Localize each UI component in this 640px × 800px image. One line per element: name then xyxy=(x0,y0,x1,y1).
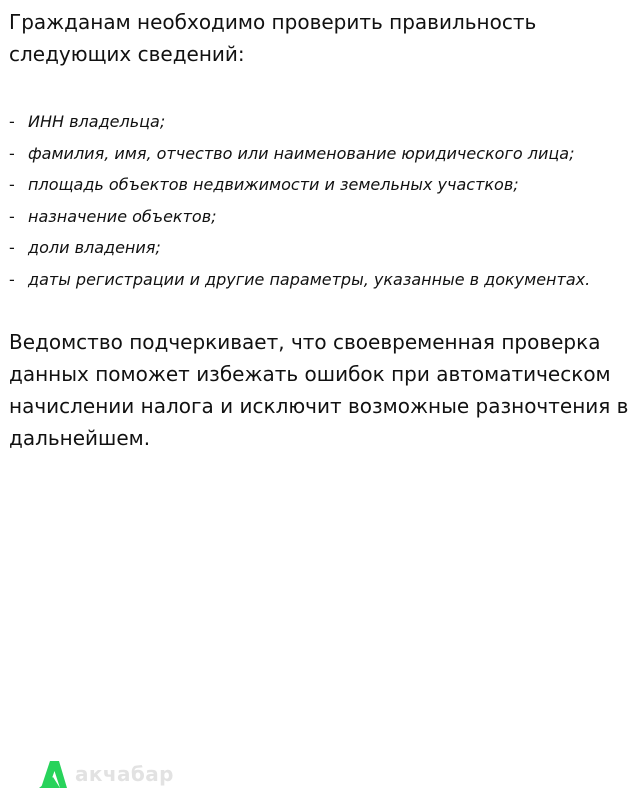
akchabar-logo-icon xyxy=(36,757,70,791)
list-item xyxy=(9,201,639,233)
closing-paragraph: Ведомство подчеркивает, что своевременная проверка данных поможет избежать ошибок при автоматическом начислении налога и исключит возможные разночтения в дальнейшем. xyxy=(9,330,629,450)
dash-marker: - xyxy=(9,206,15,226)
brand-watermark xyxy=(36,756,174,792)
dash-marker: - xyxy=(9,175,15,194)
checklist xyxy=(9,106,639,295)
list-item xyxy=(9,264,639,296)
list-item xyxy=(9,138,639,170)
intro-paragraph: Гражданам необходимо проверить правильность следующих сведений: xyxy=(9,10,537,66)
list-item-text: доли владения; xyxy=(28,238,161,257)
list-item-text: ИНН владельца; xyxy=(28,112,166,131)
dash-marker: - xyxy=(9,112,15,131)
list-item xyxy=(9,106,639,138)
list-item-text: площадь объектов недвижимости и земельных участков; xyxy=(28,175,519,194)
list-item-text: даты регистрации и другие параметры, указанные в документах. xyxy=(28,269,591,289)
list-item xyxy=(9,232,639,264)
list-item xyxy=(9,169,639,201)
dash-marker: - xyxy=(9,143,15,163)
dash-marker: - xyxy=(9,238,15,257)
list-item-text: фамилия, имя, отчество или наименование юридического лица; xyxy=(28,143,575,163)
brand-name: акчабар xyxy=(75,762,174,786)
list-item-text: назначение объектов; xyxy=(28,206,217,226)
dash-marker: - xyxy=(9,269,15,289)
